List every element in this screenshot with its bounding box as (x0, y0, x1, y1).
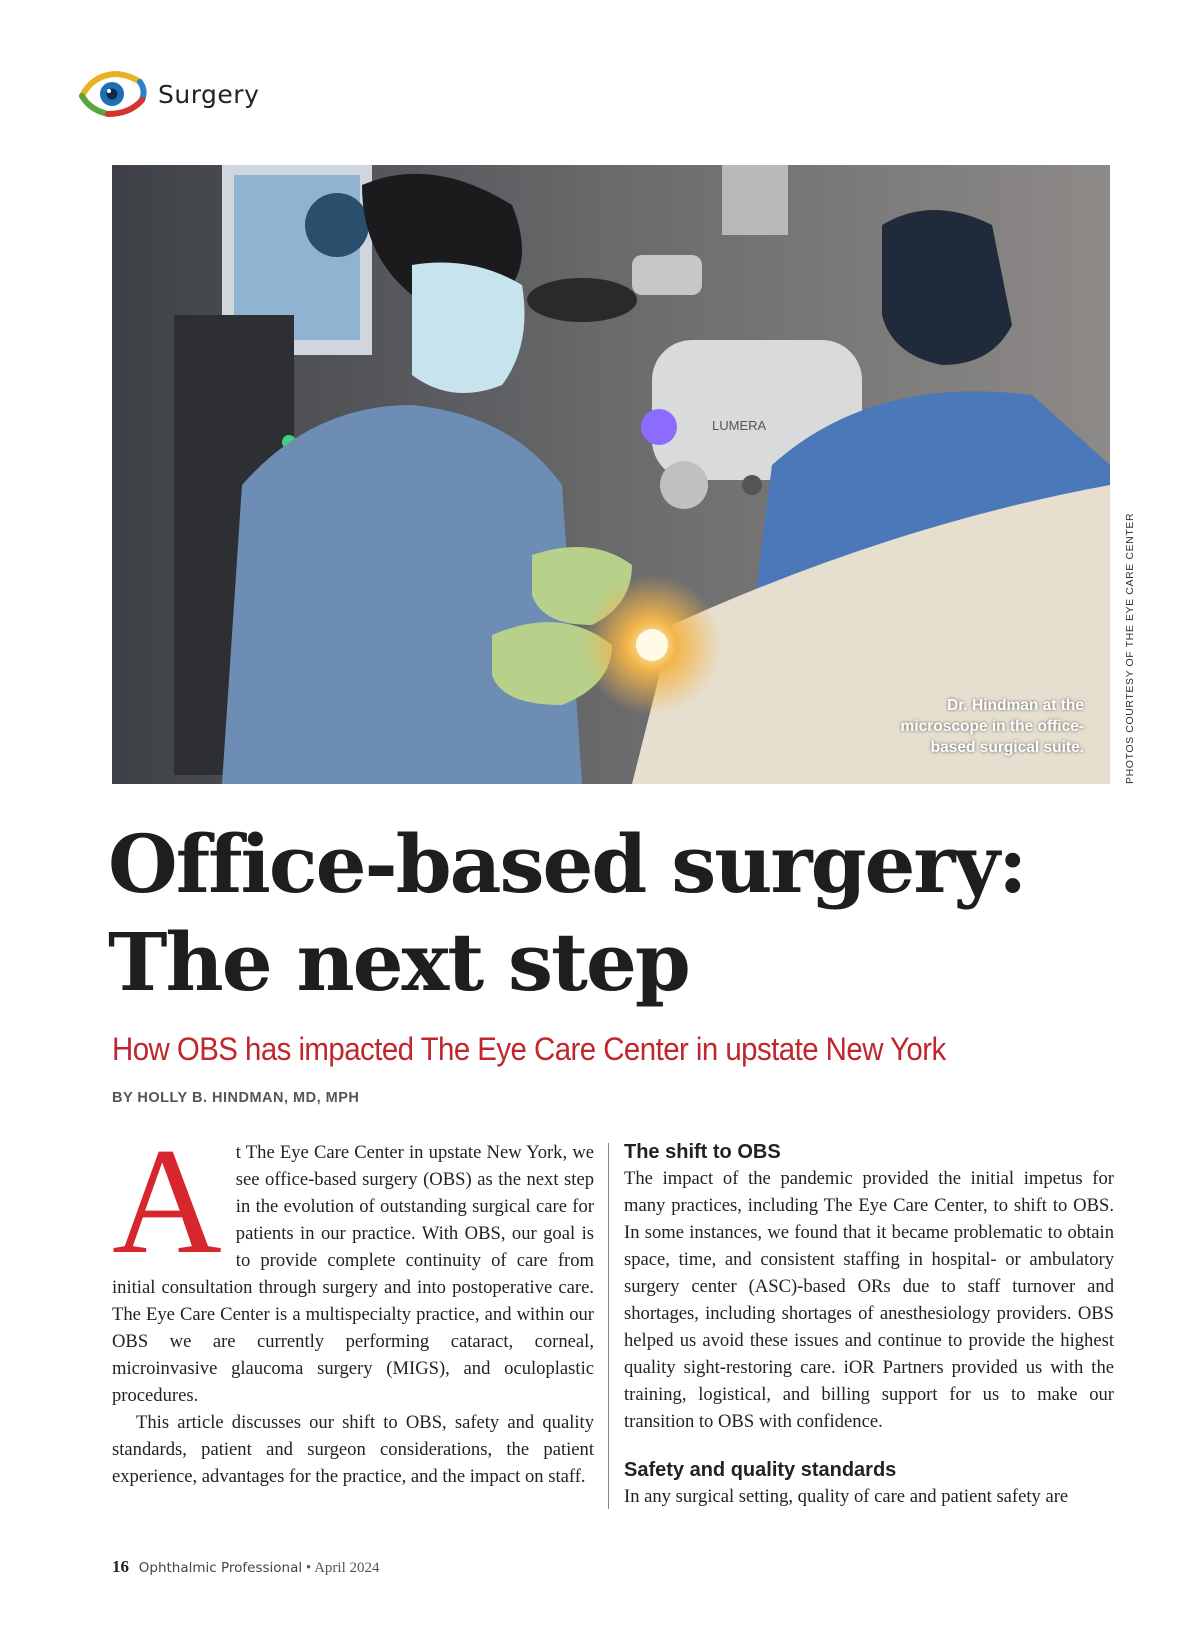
section-label: Surgery (158, 79, 260, 109)
publication-name: Ophthalmic Professional (138, 1560, 303, 1576)
eye-logo-icon (78, 68, 148, 120)
overview-paragraph: This article discusses our shift to OBS, safety and quality standards, patient and surgeon considerations, the patient experience, advantages for the practice, and the impact on staff. (112, 1412, 594, 1487)
left-column (112, 1117, 594, 1490)
heading-shift-to-obs: The shift to OBS (624, 1141, 781, 1163)
issue-date: April 2024 (314, 1560, 380, 1576)
shift-paragraph: The impact of the pandemic provided the initial impetus for many practices, including The Eye Care Center, to shift to OBS. In some instances, we found that it became problematic to obtain space, time, and consistent staffing in hospital- or ambulatory surgery center (ASC)-based ORs due to staff turnover and shortages, including shortages of anesthesiology providers. OBS helped us avoid these issues and continue to provide the highest quality sight-restoring care. iOR Partners provided us with the training, logistical, and billing support for us to make our transition to OBS with confidence. (624, 1168, 1114, 1432)
safety-paragraph: In any surgical setting, quality of care and patient safety are (624, 1486, 1069, 1507)
footer-separator: • (305, 1560, 312, 1576)
heading-safety-quality: Safety and quality standards (624, 1459, 897, 1481)
article-subtitle: How OBS has impacted The Eye Care Center in upstate New York (112, 1031, 946, 1067)
microscope-label: LUMERA (712, 418, 767, 433)
intro-paragraph: t The Eye Care Center in upstate New York, we see office-based surgery (OBS) as the next step in the evolution of outstanding surgical care for patients in our practice. With OBS, our goal is to provide complete continuity of care from initial consultation through surgery and into postoperative care. The Eye Care Center is a multispecialty practice, and within our OBS we are currently performing cataract, corneal, microinvasive glaucoma surgery (MIGS), and oculoplastic procedures. (112, 1142, 594, 1406)
photo-caption: Dr. Hindman at the microscope in the office- based surgical suite. (900, 697, 1084, 756)
section-header (78, 68, 259, 120)
photo-credit: PHOTOS COURTESY OF THE EYE CARE CENTER (1124, 512, 1136, 784)
column-divider (608, 1143, 609, 1509)
byline: BY HOLLY B. HINDMAN, MD, MPH (112, 1090, 360, 1106)
right-column (624, 1139, 1114, 1510)
hero-photo (112, 165, 1110, 784)
article-title: Office-based surgery: The next step (108, 817, 1026, 1009)
drop-cap: A (112, 1117, 222, 1285)
surgery-photo-illustration (112, 165, 1110, 784)
page-footer (112, 1557, 380, 1577)
page-number: 16 (112, 1557, 129, 1576)
